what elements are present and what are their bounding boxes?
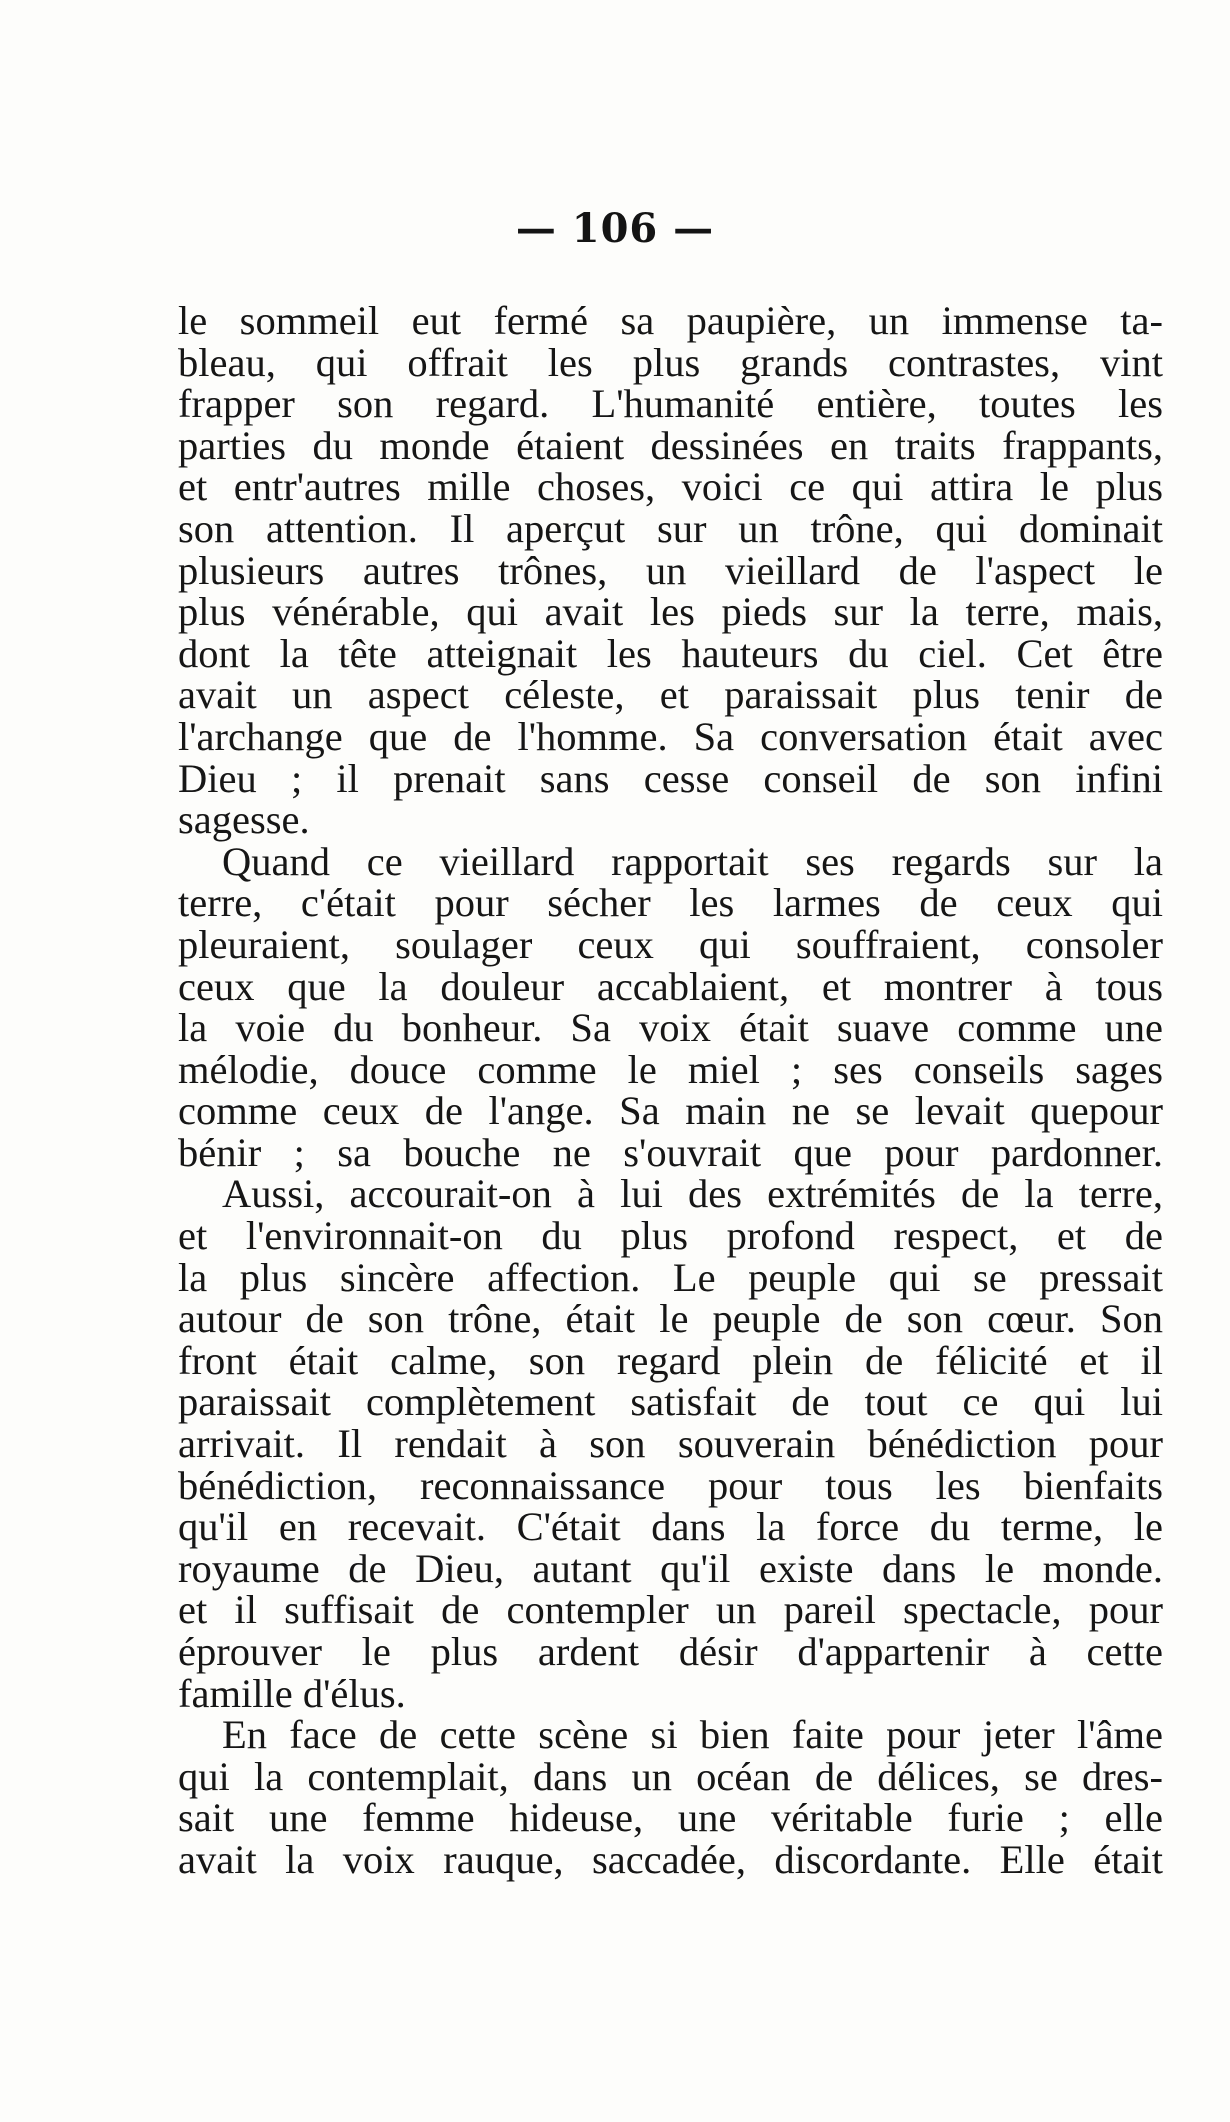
text-line: avait un aspect céleste, et paraissait plus tenir de: [178, 672, 1163, 718]
text-line: terre, c'était pour sécher les larmes de ceux qui: [178, 880, 1163, 926]
text-line: l'archange que de l'homme. Sa conversation était avec: [178, 713, 1163, 759]
text-line: Aussi, accourait-on à lui des extrémités de la terre,: [222, 1171, 1163, 1217]
page-number: — 106 —: [515, 205, 715, 252]
text-line: la voie du bonheur. Sa voix était suave comme une: [178, 1005, 1163, 1051]
text-line: plus vénérable, qui avait les pieds sur la terre, mais,: [178, 589, 1163, 635]
text-line: royaume de Dieu, autant qu'il existe dans le monde.: [178, 1545, 1163, 1591]
body-text: [178, 300, 1163, 1881]
text-line: Quand ce vieillard rapportait ses regards sur la: [222, 838, 1163, 884]
text-line: avait la voix rauque, saccadée, discordante. Elle était: [178, 1836, 1163, 1882]
text-line: son attention. Il aperçut sur un trône, qui dominait: [178, 505, 1163, 551]
text-line: et il suffisait de contempler un pareil spectacle, pour: [178, 1587, 1163, 1633]
text-line: bénir ; sa bouche ne s'ouvrait que pour pardonner.: [178, 1129, 1163, 1175]
text-line: frapper son regard. L'humanité entière, toutes les: [178, 381, 1163, 427]
text-line: paraissait complètement satisfait de tout ce qui lui: [178, 1379, 1163, 1425]
text-line: sagesse.: [178, 797, 310, 843]
text-line: et entr'autres mille choses, voici ce qui attira le plus: [178, 464, 1163, 510]
paragraph-3: [178, 1173, 1163, 1714]
text-line: la plus sincère affection. Le peuple qui se pressait: [178, 1254, 1163, 1300]
text-line: qui la contemplait, dans un océan de délices, se dres-: [178, 1753, 1163, 1799]
text-line: qu'il en recevait. C'était dans la force du terme, le: [178, 1504, 1163, 1550]
text-line: ceux que la douleur accablaient, et montrer à tous: [178, 963, 1163, 1009]
text-line: famille d'élus.: [178, 1670, 406, 1716]
text-line: parties du monde étaient dessinées en traits frappants,: [178, 422, 1163, 468]
text-line: front était calme, son regard plein de félicité et il: [178, 1337, 1163, 1383]
paragraph-2: [178, 838, 1163, 1175]
text-line: sait une femme hideuse, une véritable furie ; elle: [178, 1795, 1163, 1841]
paragraph-4: [178, 1714, 1163, 1880]
text-line: bleau, qui offrait les plus grands contrastes, vint: [178, 339, 1163, 385]
text-line: et l'environnait-on du plus profond respect, et de: [178, 1213, 1163, 1259]
paragraph-1: [178, 300, 1163, 841]
text-line: mélodie, douce comme le miel ; ses conseils sages: [178, 1046, 1163, 1092]
text-line: arrivait. Il rendait à son souverain bénédiction pour: [178, 1421, 1163, 1467]
text-line: bénédiction, reconnaissance pour tous les bienfaits: [178, 1462, 1163, 1508]
text-line: En face de cette scène si bien faite pour jeter l'âme: [222, 1712, 1163, 1758]
text-line: le sommeil eut fermé sa paupière, un immense ta-: [178, 298, 1163, 343]
text-line: pleuraient, soulager ceux qui souffraient, consoler: [178, 921, 1163, 967]
text-line: dont la tête atteignait les hauteurs du ciel. Cet être: [178, 630, 1163, 676]
text-line: éprouver le plus ardent désir d'appartenir à cette: [178, 1629, 1163, 1674]
text-line: plusieurs autres trônes, un vieillard de l'aspect le: [178, 547, 1163, 593]
text-line: Dieu ; il prenait sans cesse conseil de son infini: [178, 755, 1163, 801]
text-line: autour de son trône, était le peuple de son cœur. Son: [178, 1296, 1163, 1342]
text-line: comme ceux de l'ange. Sa main ne se levait quepour: [178, 1088, 1163, 1134]
